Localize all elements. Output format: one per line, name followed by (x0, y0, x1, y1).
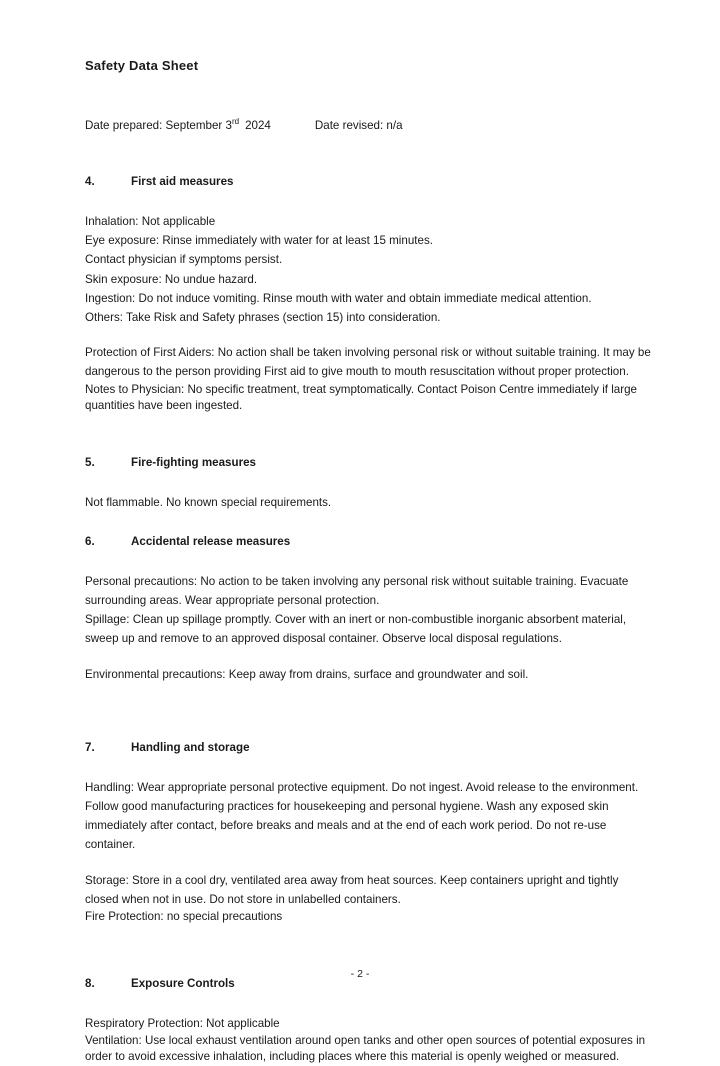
section-7-storage: Storage: Store in a cool dry, ventilated area away from heat sources. Keep containers upright and tightly closed when not in use. Do not store in unlabelled containers. (85, 873, 619, 906)
section-4-line-4: Skin exposure: No undue hazard. (85, 272, 258, 286)
spacer (85, 512, 651, 534)
section-number: 4. (85, 175, 95, 188)
section-title: Exposure Controls (131, 976, 235, 990)
spacer (85, 471, 651, 493)
section-4-line-2: Eye exposure: Rinse immediately with water for at least 15 minutes. (85, 234, 433, 248)
section-number: 8. (85, 976, 95, 990)
section-4-line-1: Inhalation: Not applicable (85, 215, 216, 228)
section-heading-6 (85, 534, 651, 550)
section-heading-4 (85, 174, 651, 190)
page-content (85, 0, 651, 1066)
spacer (85, 550, 651, 572)
section-4-line-6: Others: Take Risk and Safety phrases (section 15) into consideration. (85, 311, 441, 325)
section-6-spillage: Spillage: Clean up spillage promptly. Cover with an inert or non-combustible inorganic absorbent material, sweep up and remove to an approved disposal container. Observe local disposal regulations. (85, 613, 627, 646)
page-title: Safety Data Sheet (85, 58, 199, 73)
section-6-environmental-precautions: Environmental precautions: Keep away from drains, surface and groundwater and soil. (85, 667, 529, 681)
section-heading-7 (85, 740, 651, 756)
section-title: First aid measures (131, 175, 234, 188)
spacer (85, 724, 651, 740)
date-line (85, 74, 651, 134)
section-4-protection-first-aiders: Protection of First Aiders: No action shall be taken involving personal risk or without suitable training. It may be dangerous to the person providing First aid to give mouth to mouth resuscitation without proper protection. (85, 346, 651, 379)
spacer (85, 327, 651, 343)
spacer (85, 134, 651, 174)
date-prepared-label: Date prepared: September 3 (85, 119, 232, 132)
section-7-fire-protection: Fire Protection: no special precautions (85, 910, 283, 924)
section-8-respiratory-protection: Respiratory Protection: Not applicable (85, 1016, 280, 1030)
page-number-footer: - 2 - (350, 968, 370, 980)
section-title: Handling and storage (131, 740, 250, 754)
section-heading-5 (85, 455, 651, 471)
section-6-personal-precautions: Personal precautions: No action to be taken involving any personal risk without suitable training. Evacuate surrounding areas. Wear appropriate personal protection. (85, 574, 629, 608)
spacer (85, 855, 651, 871)
spacer (85, 992, 651, 1014)
section-4-line-5: Ingestion: Do not induce vomiting. Rinse mouth with water and obtain immediate medical attention. (85, 291, 592, 305)
section-8-ventilation: Ventilation: Use local exhaust ventilation around open tanks and other open sources of potential exposures in order to avoid excessive inhalation, including places where this material is openly weighed or measured. (85, 1033, 646, 1064)
section-title: Fire-fighting measures (131, 455, 256, 469)
date-ordinal-suffix: rd (231, 117, 240, 127)
spacer (85, 756, 651, 778)
spacer (85, 415, 651, 455)
section-number: 7. (85, 740, 95, 754)
date-revised: Date revised: n/a (314, 119, 403, 132)
section-title: Accidental release measures (131, 534, 291, 548)
section-5-line-1: Not flammable. No known special requirements. (85, 495, 332, 509)
section-number: 6. (85, 534, 95, 548)
spacer (85, 190, 651, 212)
spacer (85, 926, 651, 966)
section-number: 5. (85, 455, 95, 469)
section-4-line-3: Contact physician if symptoms persist. (85, 253, 283, 267)
section-4-notes-to-physician: Notes to Physician: No specific treatment, treat symptomatically. Contact Poison Centre immediately if large quantities have been ingested. (85, 382, 637, 413)
section-7-handling: Handling: Wear appropriate personal protective equipment. Do not ingest. Avoid release to the environment. Follow good manufacturing practices for housekeeping and personal hygiene. Wash any exposed skin immediately after contact, before breaks and meals and at the end of each work period. Do not re-use container. (85, 780, 639, 852)
date-prepared-year: 2024 (245, 119, 271, 132)
spacer (85, 649, 651, 665)
spacer (85, 684, 651, 724)
